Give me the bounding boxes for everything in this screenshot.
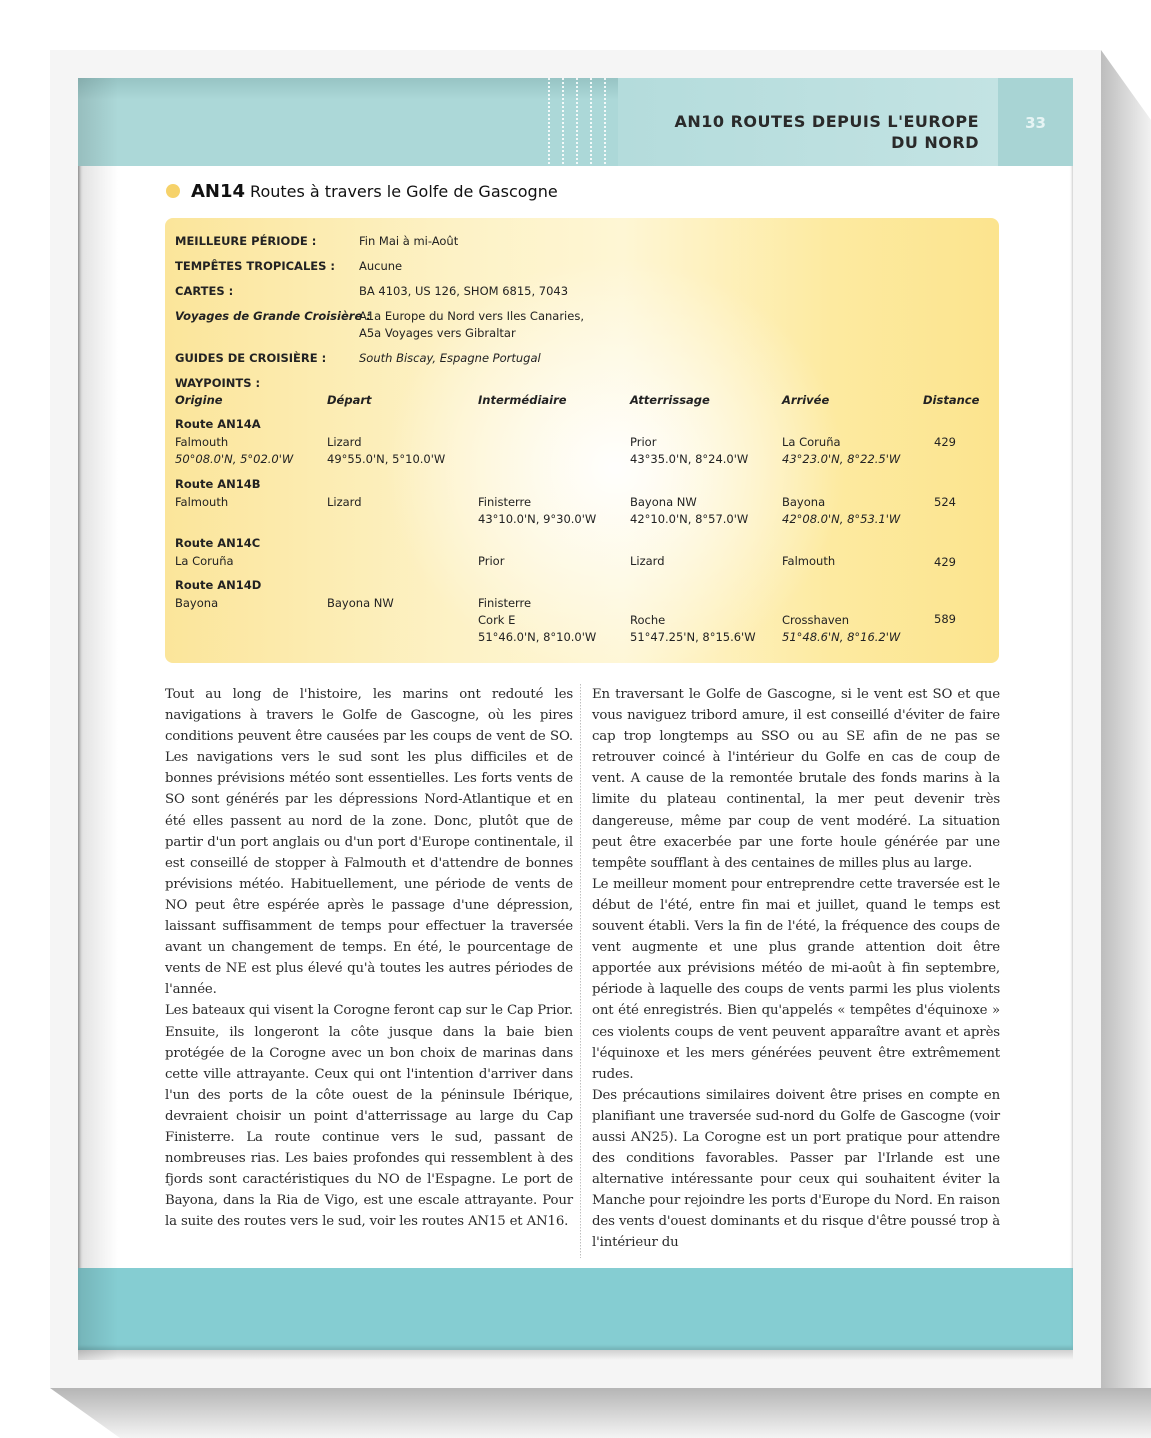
body-paragraph: Tout au long de l'histoire, les marins ont redouté les navigations à travers le Golfe de Gascogne, où les pires conditions peuvent être causées par les coups de vent de SO. Les navigations vers le sud sont les plus difficiles et de bonnes prévisions météo sont essentielles. Les forts vents de SO sont générés par les dépressions Nord-Atlantique et en été elles passent au nord de la zone. Donc, plutôt que de partir d'un port anglais ou d'un port d'Europe continentale, il est conseillé de stopper à Falmouth et d'attendre de bonnes prévisions météo. Habituellement, une période de vents de NO peut être espérée après le passage d'une dépression, laissant suffisamment de temps pour effectuer la traversée avant un changement de temps. En été, le pourcentage de vents de NE est plus élevé qu'à toutes les autres périodes de l'année. <box>165 687 573 998</box>
waypoint-name: Prior <box>630 435 657 449</box>
waypoint-arrival <box>782 434 900 468</box>
waypoint-departure <box>327 434 445 468</box>
route-name: Route AN14B <box>175 477 261 491</box>
waypoint-name-secondary: Cork E <box>478 613 516 627</box>
body-paragraph: Des précautions similaires doivent être prises en compte en planifiant une traversée sud-nord du Golfe de Gascogne (voir aussi AN25). La Corogne est un port pratique pour attendre des conditions favorables. Passer par l'Irlande est une alternative intéressante pour ceux qui souhaitent éviter la Manche pour rejoindre les ports d'Europe du Nord. En raison des vents d'ouest dominants et du risque d'être poussé trop à l'intérieur du <box>592 1087 1000 1251</box>
route-distance: 589 <box>934 612 956 626</box>
waypoints-title: WAYPOINTS : <box>175 376 261 390</box>
waypoint-name: Finisterre <box>478 495 532 509</box>
waypoint-landfall <box>630 494 748 528</box>
info-value: Aucune <box>359 259 403 273</box>
column-header-landfall: Atterrissage <box>630 393 710 407</box>
bullet-dot-icon <box>166 184 180 198</box>
waypoint-name: Falmouth <box>782 554 836 568</box>
waypoint-coord: 49°55.0'N, 5°10.0'W <box>327 452 446 466</box>
info-value: BA 4103, US 126, SHOM 6815, 7043 <box>359 284 569 298</box>
column-header-origin: Origine <box>175 393 223 407</box>
waypoint-arrival <box>782 612 900 646</box>
waypoint-departure <box>327 595 394 612</box>
waypoint-name: Falmouth <box>175 495 229 509</box>
waypoint-departure <box>327 494 362 511</box>
waypoint-name: La Coruña <box>175 554 234 568</box>
route-distance: 429 <box>934 555 956 569</box>
waypoint-name: Roche <box>630 613 666 627</box>
column-header-distance: Distance <box>923 393 980 407</box>
waypoint-name: Bayona NW <box>630 495 697 509</box>
waypoint-landfall <box>630 553 665 570</box>
running-header-line1: AN10 ROUTES DEPUIS L'EUROPE <box>674 112 979 131</box>
body-paragraph: Le meilleur moment pour entreprendre cette traversée est le début de l'été, entre fin mai et juillet, quand le temps est souvent établi. Vers la fin de l'été, la fréquence des coups de vent augmente et une plus grande attention doit être apportée aux prévisions météo de mi-août à fin septembre, période à laquelle des coups de vents parmi les plus violents ont été enregistrés. Bien qu'appelés « tempêtes d'équinoxe » ces violents coups de vent peuvent apparaître avant et après l'équinoxe et les mers générées peuvent être extrêmement rudes. <box>592 876 1000 1082</box>
waypoint-coord: 51°47.25'N, 8°15.6'W <box>630 630 756 644</box>
header-dotted-stripes <box>548 78 608 166</box>
running-header <box>619 111 979 153</box>
waypoint-origin <box>175 553 234 570</box>
waypoint-name: Lizard <box>327 495 362 509</box>
info-value-line2: A5a Voyages vers Gibraltar <box>359 326 516 340</box>
waypoint-intermediate <box>478 595 596 646</box>
waypoint-origin <box>175 434 293 468</box>
column-header-intermediate: Intermédiaire <box>478 393 567 407</box>
waypoint-arrival <box>782 553 835 570</box>
info-value: Fin Mai à mi-Août <box>359 234 459 248</box>
waypoint-intermediate <box>478 494 596 528</box>
book-page <box>78 78 1073 1360</box>
waypoint-coord: 51°46.0'N, 8°10.0'W <box>478 630 597 644</box>
footer-edge <box>78 1350 1073 1360</box>
route-info-box <box>165 218 999 663</box>
waypoint-landfall <box>630 434 748 468</box>
waypoint-name: Prior <box>478 554 505 568</box>
info-label: TEMPÊTES TROPICALES : <box>175 259 336 273</box>
waypoint-name: La Coruña <box>782 435 841 449</box>
waypoint-coord: 50°08.0'N, 5°02.0'W <box>175 452 294 466</box>
column-header-departure: Départ <box>327 393 372 407</box>
route-name: Route AN14A <box>175 417 261 431</box>
waypoint-coord: 51°48.6'N, 8°16.2'W <box>782 630 901 644</box>
info-value: A1a Europe du Nord vers Iles Canaries, <box>359 309 584 323</box>
waypoint-coord: 43°35.0'N, 8°24.0'W <box>630 452 749 466</box>
page-number: 33 <box>1025 114 1046 132</box>
running-header-line2: DU NORD <box>891 133 979 152</box>
waypoint-name: Bayona <box>782 495 826 509</box>
waypoint-intermediate <box>478 553 504 570</box>
info-label: MEILLEURE PÉRIODE : <box>175 234 317 248</box>
route-name: Route AN14D <box>175 578 262 592</box>
body-paragraph: Les bateaux qui visent la Corogne feront cap sur le Cap Prior. Ensuite, ils longeront la côte jusque dans la baie bien protégée de la Corogne avec un bon choix de marinas dans cette ville attrayante. Ceux qui ont l'intention d'arriver dans l'un des ports de la côte ouest de la péninsule Ibérique, devraient choisir un point d'atterrissage au large du Cap Finisterre. La route continue vers le sud, passant de nombreuses rias. Les baies profondes qui ressemblent à des fjords sont caractéristiques du NO de l'Espagne. Le port de Bayona, dans la Ria de Vigo, est une escale attrayante. Pour la suite des routes vers le sud, voir les routes AN15 et AN16. <box>165 1003 573 1230</box>
footer-band <box>78 1268 1073 1350</box>
section-title: Routes à travers le Golfe de Gascogne <box>250 181 558 201</box>
route-distance: 429 <box>934 435 956 449</box>
waypoint-arrival <box>782 494 900 528</box>
route-distance: 524 <box>934 495 956 509</box>
header-band <box>78 78 1073 166</box>
frame-shadow <box>50 1388 1151 1438</box>
waypoint-origin <box>175 595 218 612</box>
info-label: Voyages de Grande Croisière : <box>175 309 371 323</box>
column-header-arrival: Arrivée <box>782 393 830 407</box>
info-label: GUIDES DE CROISIÈRE : <box>175 351 327 365</box>
waypoint-name: Lizard <box>630 554 665 568</box>
waypoint-coord: 42°10.0'N, 8°57.0'W <box>630 512 749 526</box>
waypoint-name: Bayona <box>175 596 219 610</box>
waypoint-coord: 43°10.0'N, 9°30.0'W <box>478 512 597 526</box>
info-label: CARTES : <box>175 284 234 298</box>
body-paragraph: En traversant le Golfe de Gascogne, si le vent est SO et que vous naviguez tribord amure, il est conseillé d'éviter de faire cap trop longtemps au SSO ou au SE afin de ne pas se retrouver coincé à l'intérieur du Golfe en cas de coup de vent. A cause de la remontée brutale des fonds marins à la limite du plateau continental, la mer peut devenir très dangereuse, même par coup de vent modéré. La situation peut être exacerbée par une forte houle générée par une tempête soufflant à des centaines de milles plus au large. <box>592 687 1000 871</box>
frame-shadow <box>1101 50 1151 1390</box>
waypoint-name: Falmouth <box>175 435 229 449</box>
waypoint-name: Bayona NW <box>327 596 394 610</box>
section-code: AN14 <box>191 180 246 202</box>
column-divider <box>580 684 581 1258</box>
body-column-left <box>165 684 573 1232</box>
info-value: South Biscay, Espagne Portugal <box>359 351 541 365</box>
body-column-right <box>592 684 1000 1254</box>
waypoint-landfall <box>630 612 756 646</box>
waypoint-name: Crosshaven <box>782 613 850 627</box>
waypoint-origin <box>175 494 228 511</box>
section-heading <box>166 178 558 204</box>
waypoint-coord: 42°08.0'N, 8°53.1'W <box>782 512 901 526</box>
route-name: Route AN14C <box>175 536 261 550</box>
page-gutter-shadow <box>78 78 118 1360</box>
waypoint-name: Lizard <box>327 435 362 449</box>
waypoint-coord: 43°23.0'N, 8°22.5'W <box>782 452 901 466</box>
waypoint-name: Finisterre <box>478 596 532 610</box>
